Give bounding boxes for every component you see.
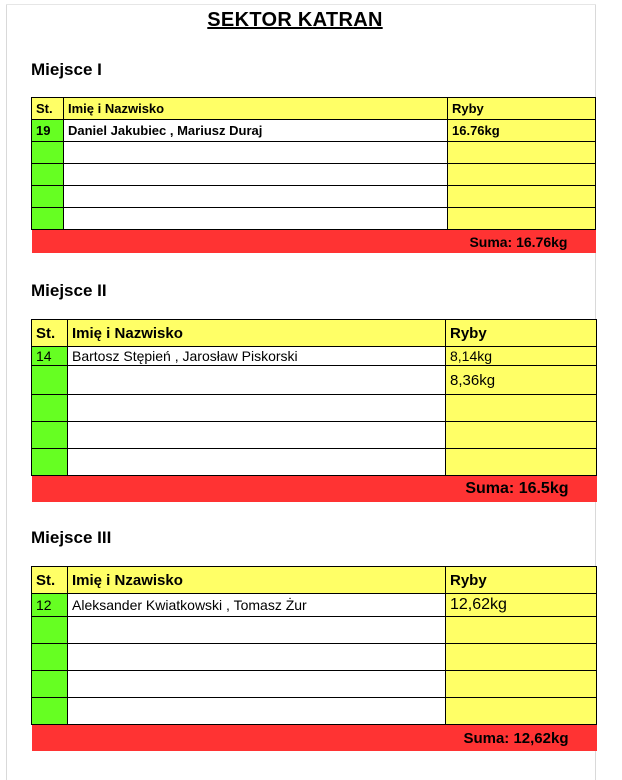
station-cell [32, 164, 64, 186]
table-row [32, 698, 597, 725]
fish-cell [448, 164, 596, 186]
station-cell: 12 [32, 594, 68, 617]
page-border-top [6, 4, 596, 5]
table-row [32, 186, 596, 208]
station-cell [32, 208, 64, 230]
total-cell: Suma: 16.76kg [32, 230, 596, 254]
name-cell [68, 395, 446, 422]
place-1-table [31, 97, 596, 253]
name-cell [64, 142, 448, 164]
name-cell [68, 449, 446, 476]
station-cell [32, 617, 68, 644]
column-header-station: St. [32, 320, 68, 347]
fish-cell [448, 186, 596, 208]
name-cell [68, 617, 446, 644]
total-cell: Suma: 16.5kg [32, 476, 597, 503]
station-cell [32, 671, 68, 698]
table-header-row [32, 567, 597, 594]
fish-cell [446, 644, 597, 671]
fish-cell [448, 208, 596, 230]
column-header-name: Imię i Nzawisko [68, 567, 446, 594]
name-cell [68, 644, 446, 671]
fish-cell [446, 671, 597, 698]
table-row [32, 422, 597, 449]
table-row [32, 164, 596, 186]
table-row [32, 594, 597, 617]
fish-cell [446, 449, 597, 476]
name-cell [68, 671, 446, 698]
station-cell [32, 698, 68, 725]
table-row [32, 644, 597, 671]
total-row [32, 476, 597, 503]
fish-cell: 8,14kg [446, 347, 597, 366]
name-cell: Aleksander Kwiatkowski , Tomasz Żur [68, 594, 446, 617]
fish-cell: 12,62kg [446, 594, 597, 617]
table-row [32, 142, 596, 164]
station-cell: 19 [32, 120, 64, 142]
column-header-fish: Ryby [446, 320, 597, 347]
fish-cell: 16.76kg [448, 120, 596, 142]
total-cell: Suma: 12,62kg [32, 725, 597, 752]
column-header-station: St. [32, 567, 68, 594]
fish-cell [448, 142, 596, 164]
name-cell [68, 366, 446, 395]
station-cell [32, 449, 68, 476]
table-row [32, 617, 597, 644]
name-cell [68, 422, 446, 449]
place-2-heading: Miejsce II [31, 281, 107, 300]
name-cell [68, 698, 446, 725]
fish-cell [446, 395, 597, 422]
fish-cell [446, 698, 597, 725]
table-row [32, 671, 597, 698]
table-row [32, 120, 596, 142]
place-3-heading: Miejsce III [31, 528, 112, 547]
table-header-row [32, 98, 596, 120]
column-header-fish: Ryby [446, 567, 597, 594]
place-2-table [31, 319, 597, 502]
column-header-fish: Ryby [448, 98, 596, 120]
page-border-left [6, 4, 7, 780]
station-cell [32, 422, 68, 449]
column-header-name: Imię i Nazwisko [64, 98, 448, 120]
station-cell: 14 [32, 347, 68, 366]
column-header-name: Imię i Nazwisko [68, 320, 446, 347]
total-row [32, 230, 596, 254]
table-row [32, 208, 596, 230]
table-row [32, 366, 597, 395]
table-row [32, 449, 597, 476]
station-cell [32, 186, 64, 208]
fish-cell [446, 617, 597, 644]
name-cell: Bartosz Stępień , Jarosław Piskorski [68, 347, 446, 366]
table-header-row [32, 320, 597, 347]
name-cell [64, 186, 448, 208]
station-cell [32, 366, 68, 395]
station-cell [32, 142, 64, 164]
table-row [32, 347, 597, 366]
fish-cell: 8,36kg [446, 366, 597, 395]
station-cell [32, 395, 68, 422]
page-title: SEKTOR KATRAN [207, 9, 383, 31]
table-row [32, 395, 597, 422]
total-row [32, 725, 597, 752]
fish-cell [446, 422, 597, 449]
name-cell: Daniel Jakubiec , Mariusz Duraj [64, 120, 448, 142]
station-cell [32, 644, 68, 671]
place-1-heading: Miejsce I [31, 60, 102, 79]
name-cell [64, 164, 448, 186]
name-cell [64, 208, 448, 230]
column-header-station: St. [32, 98, 64, 120]
place-3-table [31, 566, 597, 751]
